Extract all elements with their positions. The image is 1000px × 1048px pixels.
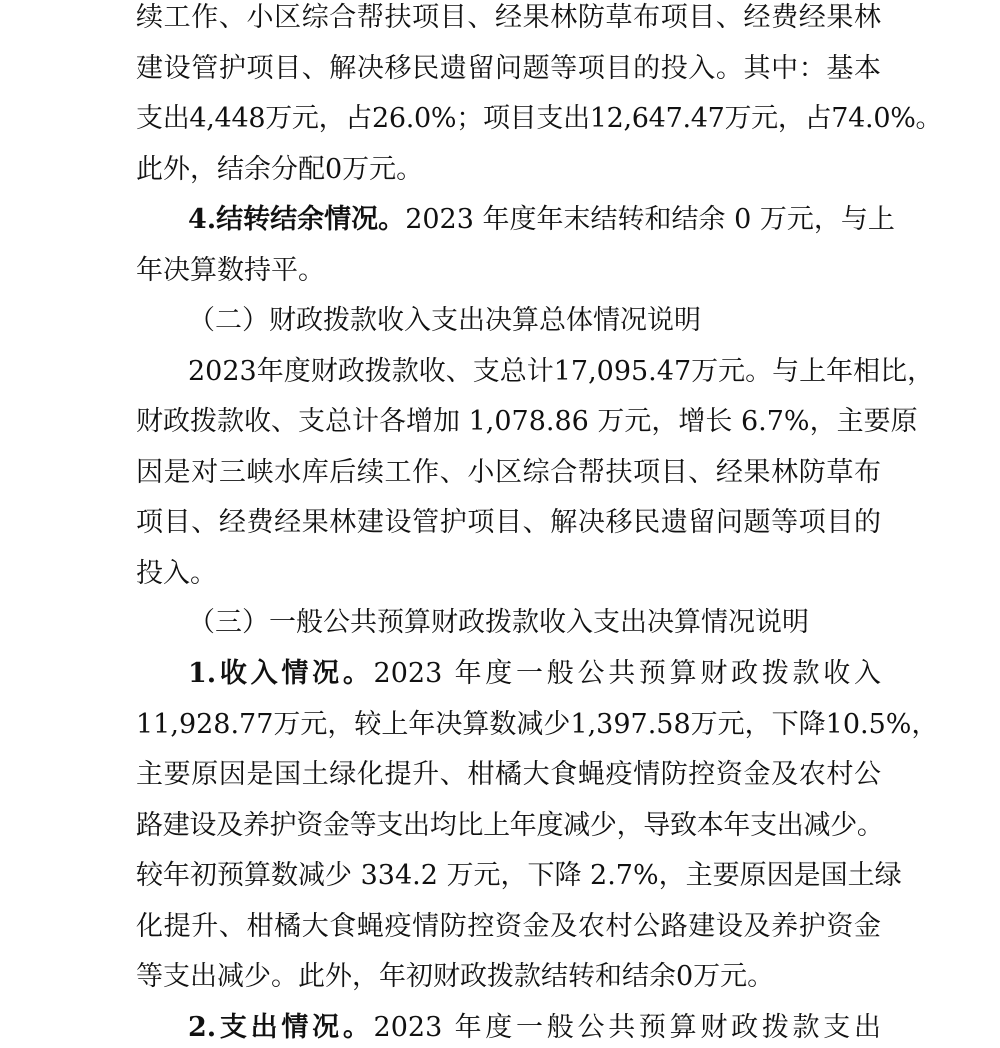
- section-4-line-1: [188, 200, 895, 240]
- paragraph-line: 主要原因是国土绿化提升、柑橘大食蝇疫情防控资金及农村公: [136, 759, 881, 790]
- income-title: 1.收入情况。: [188, 658, 374, 689]
- section-4-title: 4.结转结余情况。: [188, 204, 406, 235]
- paragraph-line: 较年初预算数减少 334.2 万元，下降 2.7%，主要原因是国土绿: [136, 860, 902, 891]
- expense-line-1: [188, 1008, 881, 1048]
- expense-text: 2023 年度一般公共预算财政拨款支出: [373, 1012, 882, 1043]
- paragraph-line: 续工作、小区综合帮扶项目、经果林防草布项目、经费经果林: [136, 2, 881, 33]
- income-text: 2023 年度一般公共预算财政拨款收入: [373, 658, 882, 689]
- paragraph-line: 建设管护项目、解决移民遗留问题等项目的投入。其中：基本: [136, 53, 881, 84]
- paragraph-line: 支出4,448万元，占26.0%；项目支出12,647.47万元，占74.0%。: [136, 103, 943, 134]
- section-4-text: 2023 年度年末结转和结余 0 万元，与上: [405, 204, 895, 235]
- paragraph-line: 化提升、柑橘大食蝇疫情防控资金及农村公路建设及养护资金: [136, 911, 881, 942]
- heading-section-3: （三）一般公共预算财政拨款收入支出决算情况说明: [188, 607, 809, 638]
- paragraph-line: 项目、经费经果林建设管护项目、解决移民遗留问题等项目的: [136, 507, 881, 538]
- paragraph-line: 11,928.77万元，较上年决算数减少1,397.58万元，下降10.5%，: [136, 709, 939, 740]
- paragraph-line: 路建设及养护资金等支出均比上年度减少，导致本年支出减少。: [136, 810, 884, 841]
- paragraph-line: 此外，结余分配0万元。: [136, 154, 424, 185]
- heading-section-2: （二）财政拨款收入支出决算总体情况说明: [188, 305, 701, 336]
- paragraph-line: 2023年度财政拨款收、支总计17,095.47万元。与上年相比，: [188, 356, 935, 387]
- expense-title: 2.支出情况。: [188, 1012, 374, 1043]
- income-line-1: [188, 654, 881, 694]
- paragraph-line: 投入。: [136, 558, 217, 589]
- section-4-line-2: 年决算数持平。: [136, 255, 325, 286]
- paragraph-line: 等支出减少。此外，年初财政拨款结转和结余0万元。: [136, 961, 775, 992]
- paragraph-line: 因是对三峡水库后续工作、小区综合帮扶项目、经果林防草布: [136, 457, 881, 488]
- paragraph-line: 财政拨款收、支总计各增加 1,078.86 万元，增长 6.7%，主要原: [136, 406, 918, 437]
